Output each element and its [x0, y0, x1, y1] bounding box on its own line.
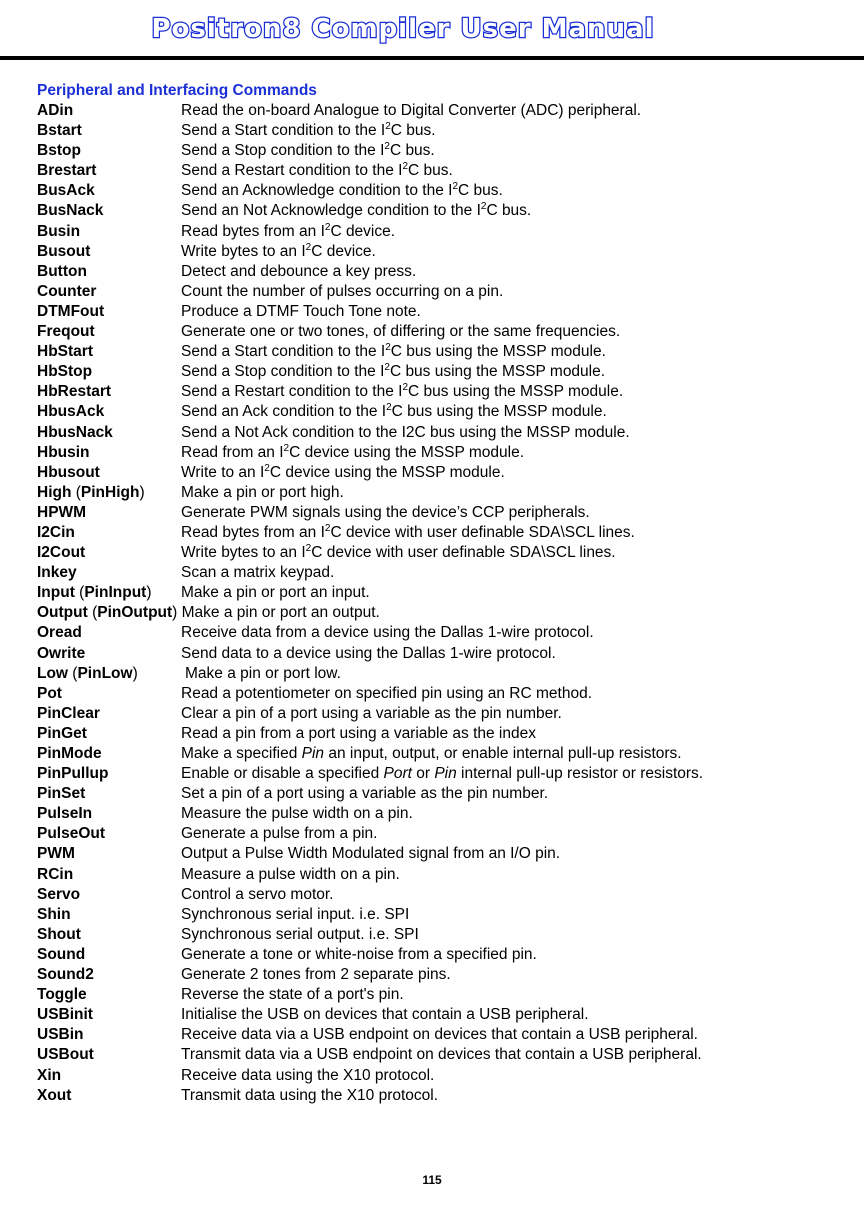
command-name: Toggle — [37, 986, 87, 1004]
command-row — [37, 443, 837, 463]
command-description: Read the on-board Analogue to Digital Converter (ADC) peripheral. — [181, 102, 642, 119]
command-name: PinPullup — [37, 765, 109, 783]
command-description: Read bytes from an $I^2C$ device with user definable SDA\SCL lines. — [181, 522, 635, 541]
command-row — [37, 1045, 837, 1065]
command-row — [37, 744, 837, 764]
command-description: Write to an $I^2C$ device using the MSSP module. — [181, 462, 505, 481]
command-description: Output a Pulse Width Modulated signal from an I/O pin. — [181, 845, 561, 863]
command-description: Write bytes to an $I^2C$ device with user definable SDA\SCL lines. — [181, 543, 616, 562]
command-description: Count the number of pulses occurring on a pin. — [181, 282, 504, 300]
command-description: Transmit data via a USB endpoint on devices that contain a USB peripheral. — [181, 1046, 702, 1064]
command-row — [37, 222, 837, 242]
command-list — [37, 101, 837, 1106]
command-name: Hbusin — [37, 443, 90, 461]
command-row — [37, 664, 837, 684]
command-row — [37, 865, 837, 885]
command-name: USBin — [37, 1026, 84, 1044]
command-name: Bstart — [37, 122, 82, 140]
command-name: Button — [37, 262, 87, 280]
command-row — [37, 362, 837, 382]
command-row — [37, 402, 837, 422]
command-description: Send a Stop condition to the $I^2C$ bus. — [181, 141, 435, 160]
command-name: ADin — [37, 102, 74, 119]
page-header — [0, 0, 864, 62]
command-name: Oread — [37, 624, 82, 642]
command-description: Send a Restart condition to the $I^2C$ bus using the MSSP module. — [181, 382, 624, 401]
command-row — [37, 543, 837, 563]
command-row — [37, 262, 837, 282]
command-description: Make a pin or port high. — [181, 483, 344, 501]
command-row — [37, 965, 837, 985]
command-name: HbusNack — [37, 423, 113, 441]
command-name: Busout — [37, 242, 91, 260]
command-row — [37, 925, 837, 945]
command-row — [37, 724, 837, 744]
command-row — [37, 623, 837, 643]
command-description: Make a pin or port an input. — [181, 584, 370, 602]
command-name: Counter — [37, 282, 97, 300]
command-row — [37, 483, 837, 503]
command-name: BusAck — [37, 182, 95, 200]
command-description: Make a specified Pin an input, output, or enable internal pull-up resistors. — [181, 745, 682, 762]
command-description: Detect and debounce a key press. — [181, 262, 417, 280]
command-description: Synchronous serial output. i.e. SPI — [181, 925, 419, 943]
command-row — [37, 302, 837, 322]
command-row — [37, 804, 837, 824]
command-name: I2Cout — [37, 544, 86, 562]
command-description: Generate PWM signals using the device’s CCP peripherals. — [181, 503, 590, 521]
command-row — [37, 644, 837, 664]
command-name: I2Cin — [37, 523, 75, 541]
page-number: 115 — [422, 1173, 442, 1187]
command-name: Freqout — [37, 323, 95, 341]
command-name: Xin — [37, 1066, 62, 1084]
command-description: Send a Start condition to the $I^2C$ bus. — [181, 121, 436, 140]
command-name: Sound — [37, 945, 86, 963]
command-name: PinClear — [37, 704, 100, 722]
command-row — [37, 201, 837, 221]
command-row — [37, 463, 837, 483]
command-alias: PinHigh — [80, 483, 140, 501]
command-name: Bstop — [37, 142, 81, 160]
command-name: PulseIn — [37, 805, 93, 823]
command-name: BusNack — [37, 202, 104, 220]
command-description: Measure the pulse width on a pin. — [181, 805, 413, 823]
command-name: Brestart — [37, 162, 97, 180]
command-alias: PinInput — [84, 584, 147, 602]
command-description: Send a Stop condition to the $I^2C$ bus using the MSSP module. — [181, 362, 606, 381]
command-row — [37, 684, 837, 704]
command-row — [37, 382, 837, 402]
command-description: Send an Not Acknowledge condition to the $I^2C$ bus. — [181, 201, 532, 220]
command-row — [37, 784, 837, 804]
command-name: High (PinHigh) — [37, 483, 145, 501]
section-title: Peripheral and Interfacing Commands — [37, 82, 317, 99]
command-row — [37, 282, 837, 302]
command-row — [37, 583, 837, 603]
command-name: HbRestart — [37, 383, 112, 401]
command-description: Initialise the USB on devices that contain a USB peripheral. — [181, 1006, 589, 1024]
command-row — [37, 945, 837, 965]
command-description: Send a Start condition to the $I^2C$ bus using the MSSP module. — [181, 342, 606, 361]
command-row — [37, 704, 837, 724]
command-name: HbusAck — [37, 403, 105, 421]
command-row — [37, 342, 837, 362]
command-row — [37, 181, 837, 201]
command-row — [37, 563, 837, 583]
command-row — [37, 101, 837, 121]
command-description: Receive data from a device using the Dallas 1-wire protocol. — [181, 624, 594, 642]
command-name: DTMFout — [37, 302, 105, 320]
command-name: Owrite — [37, 644, 86, 662]
command-description: Send an Acknowledge condition to the $I^2C$ bus. — [181, 181, 503, 200]
command-description: Clear a pin of a port using a variable as the pin number. — [181, 704, 562, 722]
command-description: Enable or disable a specified Port or Pin internal pull-up resistor or resistors. — [181, 765, 704, 783]
command-description: Write bytes to an $I^2C$ device. — [181, 241, 376, 260]
command-name: Low (PinLow) — [37, 664, 138, 682]
command-description: Measure a pulse width on a pin. — [181, 865, 400, 883]
command-alias: PinLow — [77, 664, 133, 682]
command-name: PinMode — [37, 745, 102, 762]
command-name: Output (PinOutput) — [37, 604, 178, 622]
command-description: Read bytes from an $I^2C$ device. — [181, 221, 396, 240]
command-name: PinSet — [37, 785, 86, 803]
command-row — [37, 885, 837, 905]
command-description: Scan a matrix keypad. — [181, 564, 335, 582]
command-description: Read a potentiometer on specified pin using an RC method. — [181, 684, 592, 702]
command-description: Generate one or two tones, of differing or the same frequencies. — [181, 323, 621, 341]
command-row — [37, 503, 837, 523]
command-name: HbStop — [37, 363, 93, 381]
command-description: Receive data via a USB endpoint on devices that contain a USB peripheral. — [181, 1026, 698, 1044]
command-name: Inkey — [37, 564, 77, 582]
command-row — [37, 121, 837, 141]
manual-title: Positron8 Compiler User Manual — [151, 14, 655, 44]
command-description: Make a pin or port low. — [185, 664, 341, 682]
command-alias: PinOutput — [97, 604, 173, 622]
command-row — [37, 141, 837, 161]
command-name: Sound2 — [37, 966, 94, 984]
command-name: PWM — [37, 845, 75, 863]
command-row — [37, 844, 837, 864]
command-row — [37, 1066, 837, 1086]
command-name: RCin — [37, 865, 74, 883]
command-description: Generate a tone or white-noise from a specified pin. — [181, 945, 537, 963]
command-name: Busin — [37, 222, 81, 240]
command-name: PulseOut — [37, 825, 106, 843]
command-row — [37, 242, 837, 262]
command-row — [37, 1025, 837, 1045]
command-description: Send data to a device using the Dallas 1-wire protocol. — [181, 644, 556, 662]
command-description: Read from an $I^2C$ device using the MSSP module. — [181, 442, 525, 461]
command-row — [37, 161, 837, 181]
command-row — [37, 1005, 837, 1025]
command-name: HbStart — [37, 343, 93, 361]
command-name: Xout — [37, 1086, 72, 1104]
command-description: Control a servo motor. — [181, 885, 334, 903]
command-row — [37, 523, 837, 543]
command-description: Reverse the state of a port's pin. — [181, 986, 404, 1004]
command-row — [37, 322, 837, 342]
command-name: Pot — [37, 684, 62, 702]
command-name: PinGet — [37, 724, 87, 742]
command-description: Make a pin or port an output. — [177, 604, 380, 622]
command-description: Receive data using the X10 protocol. — [181, 1066, 435, 1084]
command-row — [37, 985, 837, 1005]
command-description: Set a pin of a port using a variable as the pin number. — [181, 785, 549, 803]
command-description: Send a Restart condition to the $I^2C$ bus. — [181, 161, 453, 180]
command-description: Generate 2 tones from 2 separate pins. — [181, 966, 451, 984]
command-row — [37, 905, 837, 925]
command-name: Servo — [37, 885, 81, 903]
command-description: Send an Ack condition to the $I^2C$ bus using the MSSP module. — [181, 402, 607, 421]
command-row — [37, 824, 837, 844]
command-name: Shin — [37, 905, 71, 923]
command-description: Read a pin from a port using a variable as the index — [181, 724, 536, 742]
command-row — [37, 423, 837, 443]
command-description: Send a Not Ack condition to the I2C bus using the MSSP module. — [181, 423, 630, 441]
command-name: Input (PinInput) — [37, 584, 152, 602]
header-divider — [0, 56, 864, 60]
command-row — [37, 1086, 837, 1106]
command-description: Transmit data using the X10 protocol. — [181, 1086, 439, 1104]
command-name: USBinit — [37, 1006, 93, 1024]
command-description: Produce a DTMF Touch Tone note. — [181, 302, 421, 320]
command-name: Hbusout — [37, 463, 100, 481]
command-description: Generate a pulse from a pin. — [181, 825, 378, 843]
command-name: HPWM — [37, 503, 87, 521]
command-row — [37, 603, 837, 623]
command-description: Synchronous serial input. i.e. SPI — [181, 905, 410, 923]
command-row — [37, 764, 837, 784]
command-name: USBout — [37, 1046, 94, 1064]
command-name: Shout — [37, 925, 81, 943]
